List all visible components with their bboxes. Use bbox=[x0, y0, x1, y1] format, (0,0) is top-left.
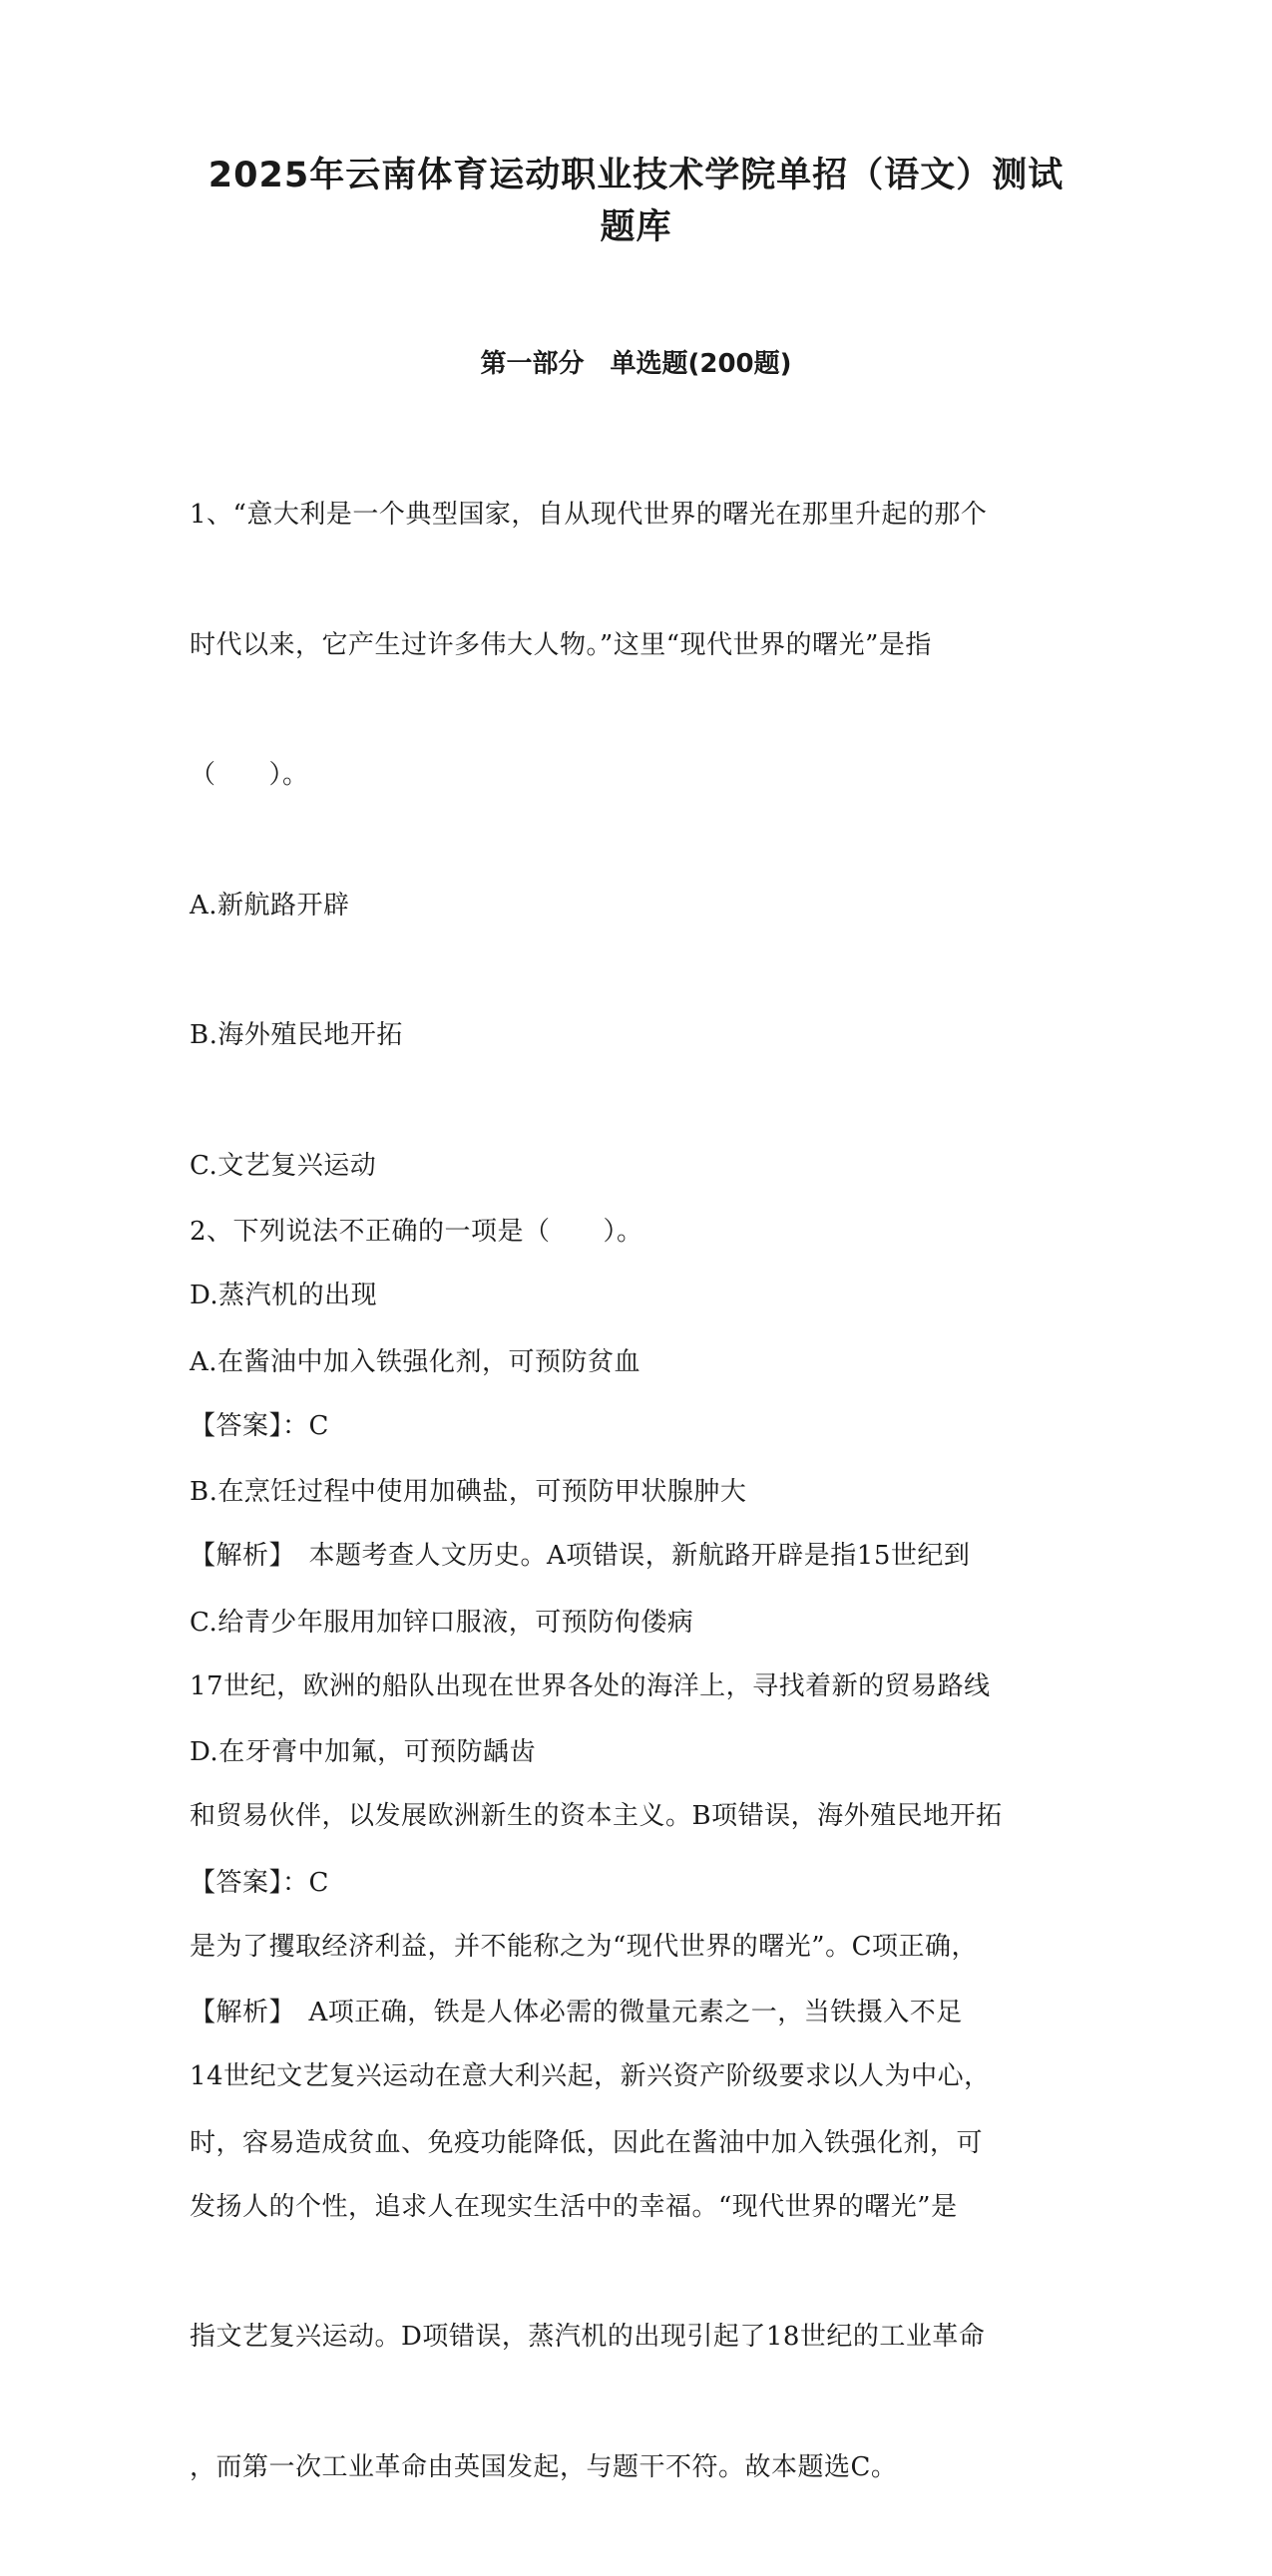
analysis-line: 是为了攫取经济利益，并不能称之为“现代世界的曙光”。C项正确， bbox=[190, 1931, 978, 1962]
option-c: C.给青少年服用加锌口服液，可预防佝偻病 bbox=[190, 1607, 694, 1638]
question-2 bbox=[190, 1124, 1107, 2252]
document-title bbox=[150, 150, 1122, 253]
option-b: B.海外殖民地开拓 bbox=[190, 1020, 403, 1050]
analysis-line: 发扬人的个性，追求人在现实生活中的幸福。“现代世界的曙光”是 bbox=[190, 2191, 958, 2222]
question-stem-line: 1、“意大利是一个典型国家，自从现代世界的曙光在那里升起的那个 bbox=[190, 500, 988, 530]
analysis-line: 【解析】 A项正确，铁是人体必需的微量元素之一，当铁摄入不足 bbox=[190, 1998, 963, 2027]
question-stem-line: （ ）。 bbox=[190, 760, 309, 790]
analysis-line: 时，容易造成贫血、免疫功能降低，因此在酱油中加入铁强化剂，可 bbox=[190, 2127, 984, 2158]
document-title-line-2: 题库 bbox=[600, 207, 672, 247]
section-title: 第一部分 单选题(200题) bbox=[480, 349, 792, 379]
question-stem-line: 2、下列说法不正确的一项是（ ）。 bbox=[190, 1217, 643, 1247]
document-title-line-1: 2025年云南体育运动职业技术学院单招（语文）测试 bbox=[208, 156, 1064, 195]
analysis-line: 14世纪文艺复兴运动在意大利兴起，新兴资产阶级要求以人为中心， bbox=[190, 2061, 991, 2091]
analysis-line: ，而第一次工业革命由英国发起，与题干不符。故本题选C。 bbox=[190, 2451, 898, 2482]
option-b: B.在烹饪过程中使用加碘盐，可预防甲状腺肿大 bbox=[190, 1477, 747, 1507]
option-a: A.在酱油中加入铁强化剂，可预防贫血 bbox=[190, 1346, 641, 1377]
option-a: A.新航路开辟 bbox=[190, 890, 350, 920]
analysis-line: 和贸易伙伴，以发展欧洲新生的资本主义。B项错误，海外殖民地开拓 bbox=[190, 1801, 1003, 1831]
answer-line: 【答案】：C bbox=[190, 1867, 329, 1898]
option-d: D.蒸汽机的出现 bbox=[190, 1281, 378, 1310]
question-stem-line: 时代以来，它产生过许多伟大人物。”这里“现代世界的曙光”是指 bbox=[190, 629, 932, 660]
answer-line: 【答案】：C bbox=[190, 1410, 329, 1441]
analysis-line: 【解析】 本题考查人文历史。A项错误，新航路开辟是指15世纪到 bbox=[190, 1541, 971, 1571]
option-d: D.在牙膏中加氟，可预防龋齿 bbox=[190, 1737, 537, 1767]
option-c: C.文艺复兴运动 bbox=[190, 1150, 377, 1181]
analysis-line: 指文艺复兴运动。D项错误，蒸汽机的出现引起了18世纪的工业革命 bbox=[190, 2322, 986, 2352]
analysis-line: 17世纪，欧洲的船队出现在世界各处的海洋上，寻找着新的贸易路线 bbox=[190, 1670, 991, 1701]
